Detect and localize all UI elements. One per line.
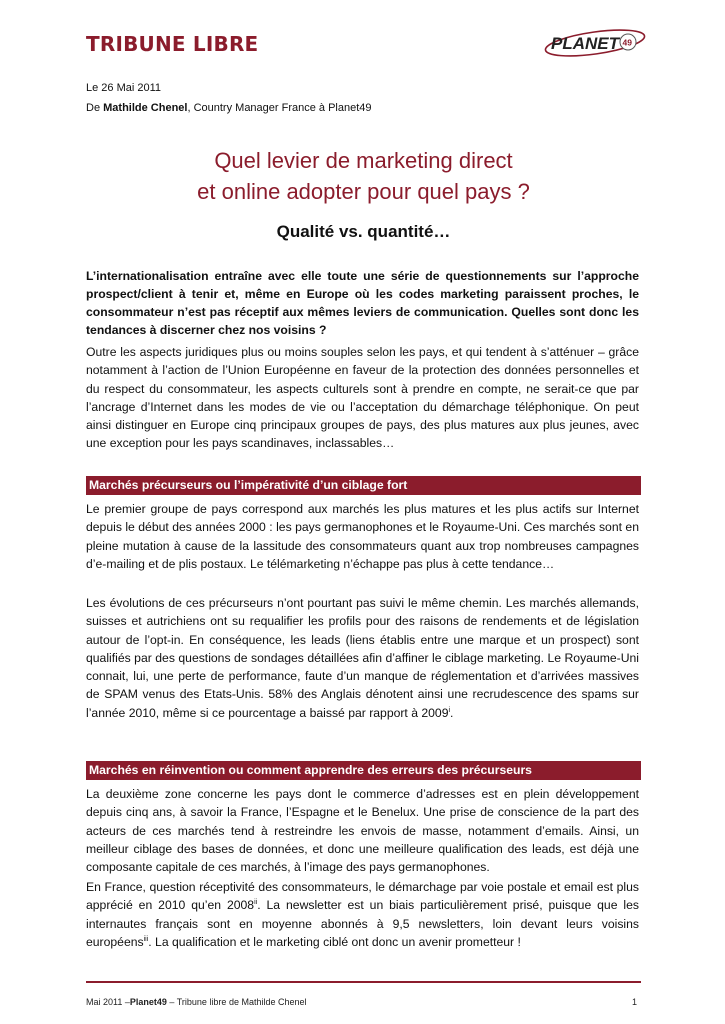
section2-p2-c: . La qualification et le marketing ciblé ont donc un avenir prometteur ! <box>148 934 521 949</box>
section1-paragraph-1: Le premier groupe de pays correspond aux marchés les plus matures et les plus actifs sur Internet depuis le début des années 2000 : les pays germanophones et le Royaume-Uni. Ces marchés sont en pleine mutation à cause de la lassitude des consommateurs quant aux trop nombreuses campagnes d’e-mailing et de plis postaux. Le télémarketing n’échappe pas plus à cette tendance… <box>86 502 639 571</box>
footer-prefix: Mai 2011 – <box>86 997 130 1007</box>
footer-rule <box>86 981 641 983</box>
author-role: , Country Manager France à Planet49 <box>187 102 372 114</box>
title-line-1: Quel levier de marketing direct <box>214 148 513 173</box>
section1-paragraph-2 <box>86 594 639 722</box>
article-title <box>86 145 641 207</box>
author-line <box>86 102 372 114</box>
section-heading-reinvention: Marchés en réinvention ou comment apprendre des erreurs des précurseurs <box>86 761 641 780</box>
endnote-ref-i: i <box>448 706 451 714</box>
endnote-ref-ii: ii <box>254 899 258 907</box>
title-line-2: et online adopter pour quel pays ? <box>197 179 530 204</box>
section1-p2-end: . <box>450 705 454 720</box>
section2-p2-a: En France, question réceptivité des consommateurs, le démarchage par voie postale et email est plus apprécié en 2010 qu’en 2008 <box>86 880 639 913</box>
article-subtitle: Qualité vs. quantité… <box>276 222 451 241</box>
author-name: Mathilde Chenel <box>103 102 188 114</box>
document-date: Le 26 Mai 2011 <box>86 82 162 94</box>
intro-body: Outre les aspects juridiques plus ou moins souples selon les pays, et qui tendent à s’atténuer – grâce notamment à l’action de l’Union Européenne en faveur de la protection des données personnelles et du respect du consommateur, les aspects culturels sont à prendre en compte, ne serait-ce que par l’ancrage d’Internet dans les modes de vie ou l’acceptation du démarchage téléphonique. On peut ainsi distinguer en Europe cinq principaux groupes de pays, des plus matures aux plus jeunes, avec une exception pour les pays scandinaves, inclassables… <box>86 345 639 451</box>
endnote-ref-iii: iii <box>143 935 149 943</box>
intro-lead: L’internationalisation entraîne avec elle toute une série de questionnements sur l’approche prospect/client à tenir et, même en Europe où les codes marketing paraissent proches, le consommateur n’est pas réceptif aux mêmes leviers de communication. Quelles sont donc les tendances à discerner chez nos voisins ? <box>86 269 639 337</box>
page-number: 1 <box>632 997 638 1007</box>
footer-suffix: – Tribune libre de Mathilde Chenel <box>166 997 307 1007</box>
logo-number: 49 <box>622 37 632 48</box>
section-heading-precurseurs: Marchés précurseurs ou l’impérativité d’un ciblage fort <box>86 476 641 495</box>
footer-text <box>86 997 307 1007</box>
section2-paragraph-2 <box>86 878 639 951</box>
section2-paragraph-1: La deuxième zone concerne les pays dont le commerce d’adresses est en plein développement depuis cinq ans, à savoir la France, l’Espagne et le Benelux. Une prise de conscience de la part des acteurs de ces marchés tend à restreindre les envois de masse, notamment d’emails. Ainsi, un meilleur ciblage des bases de données, et donc une meilleure qualification des leads, est déjà une composante capitale de ces marchés, à l’image des pays germanophones. <box>86 787 639 875</box>
section2-p2-b: . La newsletter est un biais particulièrement prisé, puisque que les internautes français sont en moyenne abonnés à 9,5 newsletters, loin devant leurs voisins européens <box>86 898 639 949</box>
section1-p2-text: Les évolutions de ces précurseurs n’ont pourtant pas suivi le même chemin. Les marchés allemands, suisses et autrichiens ont su requalifier les profils pour des raisons de rendements et de législation autour de l’opt-in. En conséquence, les leads (liens établis entre une marque et un prospect) sont qualifiés par des questions de sondages détaillées afin d’affiner le ciblage marketing. Le Royaume-Uni connait, lui, une perte de performance, faute d’un manque de réglementation et d’arrivées massives de SPAM venus des Etats-Unis. 58% des Anglais dénotent ainsi une recrudescence des spams sur l’année 2010, même si ce pourcentage a baissé par rapport à 2009 <box>86 596 639 720</box>
brand-title: TRIBUNE LIBRE <box>86 32 259 56</box>
footer-company: Planet49 <box>129 997 167 1007</box>
planet49-logo <box>543 28 647 58</box>
logo-text: PLANET <box>551 34 619 53</box>
author-prefix: De <box>86 102 104 114</box>
